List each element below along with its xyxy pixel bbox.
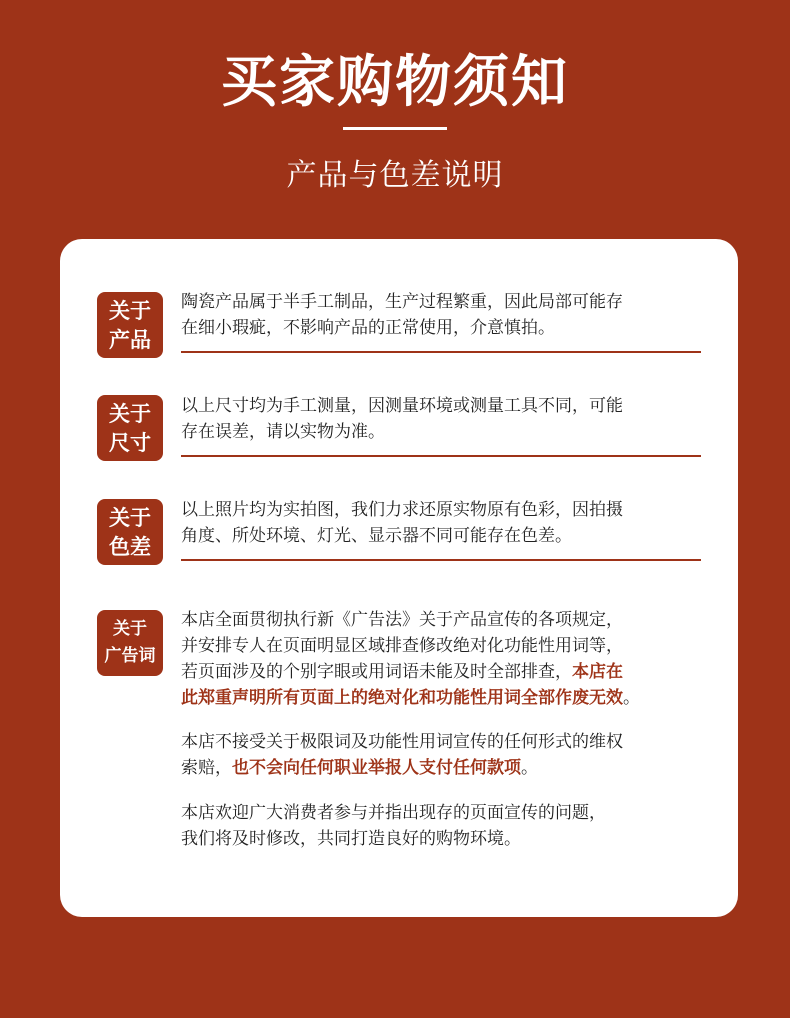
badge-line: 关于 [109, 298, 151, 323]
text-line [181, 755, 711, 781]
text-line: 本店欢迎广大消费者参与并指出现存的页面宣传的问题， [181, 803, 606, 823]
badge-line: 广告词 [104, 646, 156, 666]
highlight-text: 也不会向任何职业举报人支付任何款项 [232, 758, 521, 778]
section-divider [181, 455, 701, 457]
ad-text-p2 [181, 729, 711, 781]
page-subtitle: 产品与色差说明 [286, 158, 504, 193]
highlight-text: 此郑重声明所有页面上的绝对化和功能性用词全部作废无效 [181, 688, 623, 708]
section-divider [181, 559, 701, 561]
text-line: 并安排专人在页面明显区域排查修改绝对化功能性用词等， [181, 636, 623, 656]
text-line [181, 659, 711, 685]
badge-line: 关于 [109, 505, 151, 530]
text-span: 。 [521, 758, 538, 778]
color-badge [97, 499, 163, 565]
notice-card [60, 239, 738, 917]
ad-text-p3 [181, 800, 711, 852]
text-line: 本店全面贯彻执行新《广告法》关于产品宣传的各项规定， [181, 610, 623, 630]
size-text [181, 393, 711, 445]
text-line: 存在误差，请以实物为准。 [181, 422, 385, 442]
text-line: 我们将及时修改，共同打造良好的购物环境。 [181, 829, 521, 849]
text-line: 陶瓷产品属于半手工制品，生产过程繁重，因此局部可能存 [181, 292, 623, 312]
product-text [181, 289, 711, 341]
size-badge [97, 395, 163, 461]
page-title: 买家购物须知 [221, 49, 569, 115]
text-span: 。 [623, 688, 640, 708]
ad-badge [97, 610, 163, 676]
text-line: 以上照片均为实拍图，我们力求还原实物原有色彩，因拍摄 [181, 500, 623, 520]
text-line: 角度、所处环境、灯光、显示器不同可能存在色差。 [181, 526, 572, 546]
product-badge [97, 292, 163, 358]
title-divider [343, 127, 447, 130]
highlight-text: 本店在 [572, 662, 623, 682]
text-line [181, 685, 711, 711]
badge-line: 关于 [113, 619, 147, 639]
text-span: 索赔， [181, 758, 232, 778]
text-line: 本店不接受关于极限词及功能性用词宣传的任何形式的维权 [181, 732, 623, 752]
badge-line: 色差 [109, 534, 151, 559]
text-line: 以上尺寸均为手工测量，因测量环境或测量工具不同，可能 [181, 396, 623, 416]
badge-line: 产品 [109, 327, 151, 352]
badge-line: 关于 [109, 401, 151, 426]
badge-line: 尺寸 [109, 430, 151, 455]
text-line: 在细小瑕疵，不影响产品的正常使用，介意慎拍。 [181, 318, 555, 338]
ad-text-p1 [181, 607, 711, 711]
section-divider [181, 351, 701, 353]
color-text [181, 497, 711, 549]
text-span: 若页面涉及的个别字眼或用词语未能及时全部排查， [181, 662, 572, 682]
